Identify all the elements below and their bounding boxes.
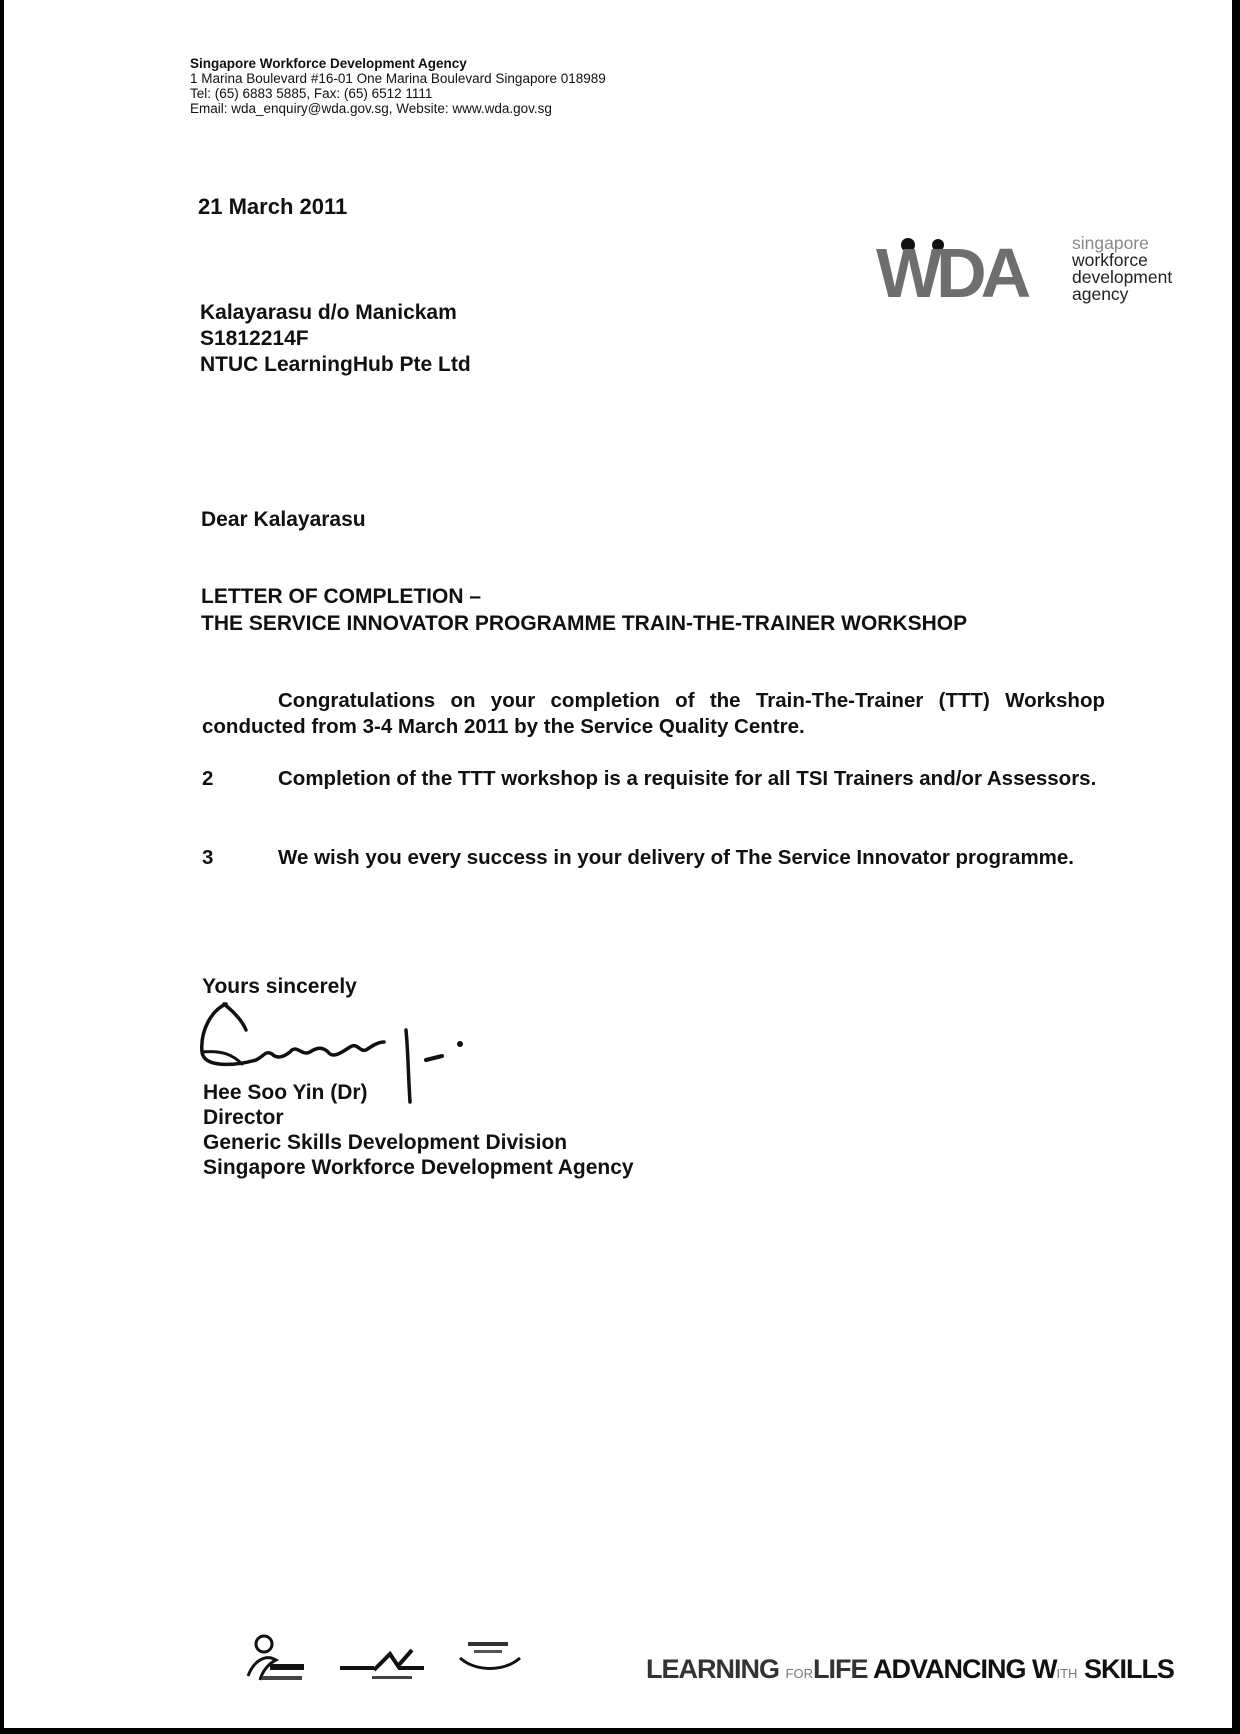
- recipient-company: NTUC LearningHub Pte Ltd: [200, 353, 471, 376]
- subject-line-2: THE SERVICE INNOVATOR PROGRAMME TRAIN-THE-TRAINER WORKSHOP: [201, 612, 968, 635]
- letterhead-address-block: [190, 56, 606, 116]
- partner-logos-icon: [240, 1630, 540, 1690]
- paragraph-text: We wish you every success in your delivery of The Service Innovator programme.: [278, 846, 1074, 869]
- slogan-life: LIFE: [812, 1654, 868, 1684]
- org-address: 1 Marina Boulevard #16-01 One Marina Boulevard Singapore 018989: [190, 71, 606, 86]
- recipient-name: Kalayarasu d/o Manickam: [200, 301, 457, 324]
- paragraph-3: [202, 845, 1105, 871]
- tagline-line: agency: [1072, 284, 1129, 304]
- wda-logo-tagline: [1072, 235, 1172, 303]
- footer-slogan: [646, 1654, 1174, 1685]
- signatory-org: Singapore Workforce Development Agency: [203, 1156, 634, 1179]
- slogan-ith: ITH: [1056, 1666, 1078, 1681]
- recipient-id: S1812214F: [200, 327, 309, 350]
- partner-logo-2-icon: [340, 1650, 424, 1679]
- paragraph-text: Completion of the TTT workshop is a requisite for all TSI Trainers and/or Assessors.: [278, 767, 1097, 790]
- subject-line-1: LETTER OF COMPLETION –: [201, 585, 482, 608]
- org-email-web: Email: wda_enquiry@wda.gov.sg, Website: www.wda.gov.sg: [190, 101, 552, 116]
- tagline-line: workforce: [1072, 250, 1148, 270]
- subject-heading: [201, 583, 967, 637]
- slogan-skills: SKILLS: [1083, 1654, 1174, 1684]
- salutation: Dear Kalayarasu: [201, 508, 366, 531]
- paragraph-1: Congratulations on your completion of the Train-The-Trainer (TTT) Workshop conducted from 3-4 March 2011 by the Service Quality Centre.: [202, 689, 1105, 738]
- recipient-block: [200, 300, 471, 378]
- org-name: Singapore Workforce Development Agency: [190, 56, 467, 71]
- slogan-w: W: [1031, 1654, 1057, 1684]
- slogan-for: FOR: [785, 1666, 813, 1681]
- wda-logo-letters: WDA: [876, 234, 1026, 312]
- signatory-title: Director: [203, 1106, 284, 1129]
- tagline-line: development: [1072, 267, 1173, 287]
- paragraph-2: [202, 766, 1105, 792]
- slogan-advancing: ADVANCING: [872, 1654, 1026, 1684]
- closing: Yours sincerely: [202, 975, 357, 998]
- slogan-learning: LEARNING: [646, 1654, 779, 1684]
- signatory-division: Generic Skills Development Division: [203, 1131, 568, 1154]
- org-tel-fax: Tel: (65) 6883 5885, Fax: (65) 6512 1111: [190, 86, 433, 101]
- paragraph-number: 2: [202, 767, 214, 790]
- signatory-block: [203, 1080, 634, 1180]
- letter-page: [4, 0, 1232, 1728]
- paragraph-number: 3: [202, 846, 214, 869]
- tagline-line: singapore: [1072, 233, 1149, 253]
- partner-logo-1-icon: [248, 1636, 304, 1680]
- partner-logo-3-icon: [460, 1642, 520, 1669]
- letter-date: 21 March 2011: [198, 194, 348, 219]
- signatory-name: Hee Soo Yin (Dr): [203, 1081, 368, 1104]
